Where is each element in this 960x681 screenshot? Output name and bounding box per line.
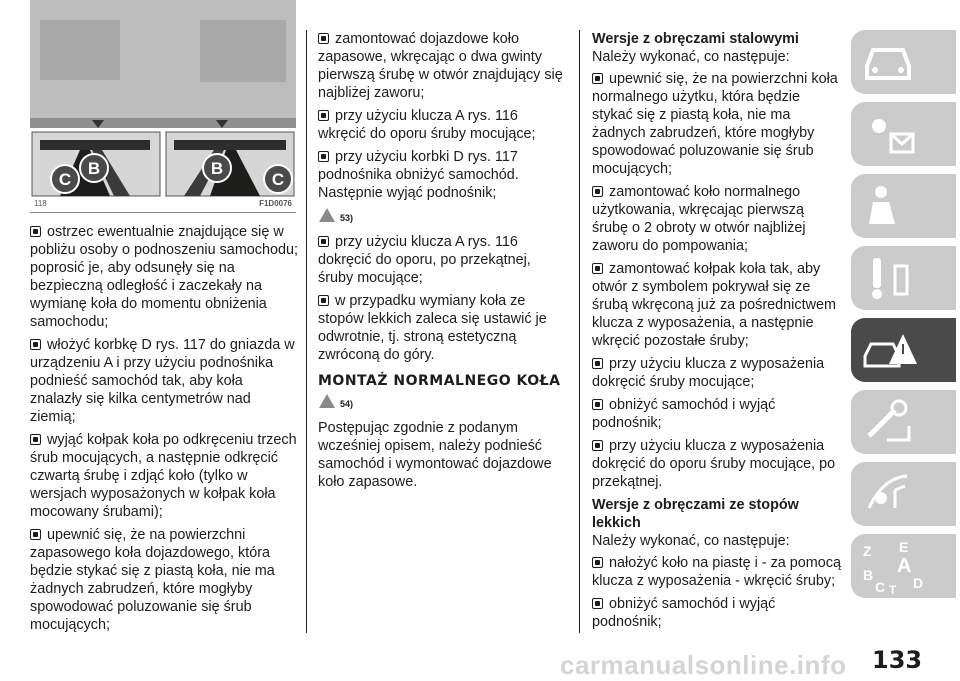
index-icon bbox=[859, 540, 939, 596]
callout-b-right bbox=[203, 154, 231, 182]
seat-safety-icon bbox=[859, 180, 919, 230]
tab-index[interactable] bbox=[851, 534, 956, 598]
tab-safety[interactable] bbox=[851, 174, 956, 238]
bullet-icon bbox=[592, 358, 603, 369]
list-item: upewnić się, że na powierzchni zapasowego koła dojazdowego, która będzie stykać się z piastą koła, nie ma żadnych zabrudzeń, które mogłyby spowodować poluzowanie się śrub mocujących; bbox=[30, 527, 275, 633]
svg-text:T: T bbox=[889, 583, 897, 596]
callout-c-left bbox=[51, 165, 79, 193]
column-3 bbox=[592, 30, 842, 636]
bullet-icon bbox=[318, 295, 329, 306]
figure-code: F1D0076 bbox=[259, 199, 292, 208]
bullet-icon bbox=[592, 557, 603, 568]
emergency-icon bbox=[859, 324, 919, 374]
note-reference: 53) bbox=[318, 207, 568, 227]
bullet-icon bbox=[592, 263, 603, 274]
bullet-icon bbox=[318, 236, 329, 247]
intro-text: Należy wykonać, co następuje: bbox=[592, 533, 790, 549]
bullet-icon bbox=[30, 226, 41, 237]
tab-dashboard[interactable] bbox=[851, 30, 956, 94]
callout-b-left bbox=[80, 154, 108, 182]
figure-rule bbox=[30, 212, 296, 213]
list-item: zamontować koło normalnego użytkowania, wkręcając pierwszą śrubę o 2 obroty w otwór najbliżej zaworu do pompowania; bbox=[592, 184, 806, 254]
tab-emergency[interactable] bbox=[851, 318, 956, 382]
svg-text:A: A bbox=[897, 555, 912, 577]
list-item: obniżyć samochód i wyjąć podnośnik; bbox=[592, 596, 776, 630]
callout-c-right bbox=[264, 165, 292, 193]
list-item: obniżyć samochód i wyjąć podnośnik; bbox=[592, 397, 776, 431]
list-item: nałożyć koło na piastę i - za pomocą klucza z wyposażenia - wkręcić śruby; bbox=[592, 555, 841, 589]
jack-illustration bbox=[30, 0, 296, 197]
svg-text:C: C bbox=[58, 170, 72, 189]
intro-text: Należy wykonać, co następuje: bbox=[592, 49, 790, 65]
tab-multimedia[interactable] bbox=[851, 462, 956, 526]
svg-text:C: C bbox=[271, 170, 285, 189]
tab-starting[interactable] bbox=[851, 246, 956, 310]
paragraph: Postępując zgodnie z podanym wcześniej opisem, należy podnieść samochód i wymontować dojazdowe koło zapasowe. bbox=[318, 420, 552, 490]
page-number: 133 bbox=[872, 646, 923, 674]
bullet-icon bbox=[592, 399, 603, 410]
column-divider bbox=[306, 30, 307, 633]
bullet-icon bbox=[592, 73, 603, 84]
svg-text:B: B bbox=[87, 159, 101, 178]
svg-text:B: B bbox=[210, 159, 224, 178]
bullet-icon bbox=[592, 186, 603, 197]
svg-text:E: E bbox=[899, 540, 909, 555]
warning-triangle-icon bbox=[318, 207, 336, 223]
watermark: carmanualsonline.info bbox=[560, 650, 847, 680]
bullet-icon bbox=[318, 151, 329, 162]
warning-triangle-icon bbox=[318, 393, 336, 409]
list-item: zamontować dojazdowe koło zapasowe, wkręcając o dwa gwinty pierwszą śrubę w otwór znajdujący się najbliżej zaworu; bbox=[318, 31, 563, 101]
section-heading: MONTAŻ NORMALNEGO KOŁA bbox=[318, 373, 561, 389]
list-item: zamontować kołpak koła tak, aby otwór z symbolem pokrywał się ze śrubą wkręconą już za pośrednictwem klucza z wyposażenia, a następnie wkręcić pozostałe śruby; bbox=[592, 261, 836, 349]
svg-text:D: D bbox=[913, 575, 924, 591]
list-item: przy użyciu klucza A rys. 116 wkręcić do oporu śruby mocujące; bbox=[318, 108, 536, 142]
column-1 bbox=[30, 223, 298, 639]
figure-caption bbox=[30, 199, 296, 211]
subheading: Wersje z obręczami stalowymi bbox=[592, 31, 799, 47]
car-dashboard-icon bbox=[859, 36, 919, 86]
svg-text:B: B bbox=[863, 567, 874, 583]
multimedia-icon bbox=[859, 468, 919, 518]
list-item: przy użyciu klucza z wyposażenia dokręcić śruby mocujące; bbox=[592, 356, 825, 390]
list-item: włożyć korbkę D rys. 117 do gniazda w urządzeniu A i przy użyciu podnośnika podnieść samochód tak, aby koła znalazły się kilka centymetrów nad ziemią; bbox=[30, 337, 295, 425]
bullet-icon bbox=[30, 339, 41, 350]
warning-lights-icon bbox=[859, 108, 919, 158]
svg-text:Z: Z bbox=[863, 543, 872, 559]
tab-warning-lights[interactable] bbox=[851, 102, 956, 166]
bullet-icon bbox=[318, 33, 329, 44]
bullet-icon bbox=[592, 598, 603, 609]
maintenance-icon bbox=[859, 396, 919, 446]
list-item: upewnić się, że na powierzchni koła normalnego użytku, która będzie stykać się z piastą koła, nie ma żadnych zabrudzeń, które mogłyby spowodować poluzowanie się śrub mocujących; bbox=[592, 71, 838, 177]
note-reference: 54) bbox=[318, 393, 568, 413]
bullet-icon bbox=[30, 434, 41, 445]
jack-figure bbox=[30, 0, 296, 197]
list-item: przy użyciu korbki D rys. 117 podnośnika obniżyć samochód. Następnie wyjąć podnośnik; bbox=[318, 149, 519, 201]
list-item: przy użyciu klucza A rys. 116 dokręcić do oporu, po przekątnej, śruby mocujące; bbox=[318, 234, 531, 286]
svg-text:C: C bbox=[875, 579, 886, 595]
list-item: ostrzec ewentualnie znajdujące się w pobliżu osoby o podnoszeniu samochodu; poprosić je, aby odsunęły się na bezpieczną odległość i zaczekały na wymianę koła do momentu obniżenia samochodu; bbox=[30, 224, 299, 330]
figure-number: 118 bbox=[34, 199, 47, 208]
tab-maintenance[interactable] bbox=[851, 390, 956, 454]
ignition-key-icon bbox=[859, 252, 919, 302]
column-divider bbox=[579, 30, 580, 633]
chapter-sidebar bbox=[851, 30, 956, 606]
list-item: wyjąć kołpak koła po odkręceniu trzech śrub mocujących, a następnie odkręcić czwartą śrubę i zdjąć koło (tylko w wersjach wyposażonych w kołpak koła mocowany śrubami); bbox=[30, 432, 297, 520]
bullet-icon bbox=[30, 529, 41, 540]
column-2 bbox=[318, 30, 568, 491]
bullet-icon bbox=[318, 110, 329, 121]
list-item: przy użyciu klucza z wyposażenia dokręcić do oporu śruby mocujące, po przekątnej. bbox=[592, 438, 836, 490]
subheading: Wersje z obręczami ze stopów lekkich bbox=[592, 497, 799, 531]
list-item: w przypadku wymiany koła ze stopów lekkich zaleca się ustawić je odwrotnie, tj. stroną estetyczną zwróconą do góry. bbox=[318, 293, 547, 363]
bullet-icon bbox=[592, 440, 603, 451]
